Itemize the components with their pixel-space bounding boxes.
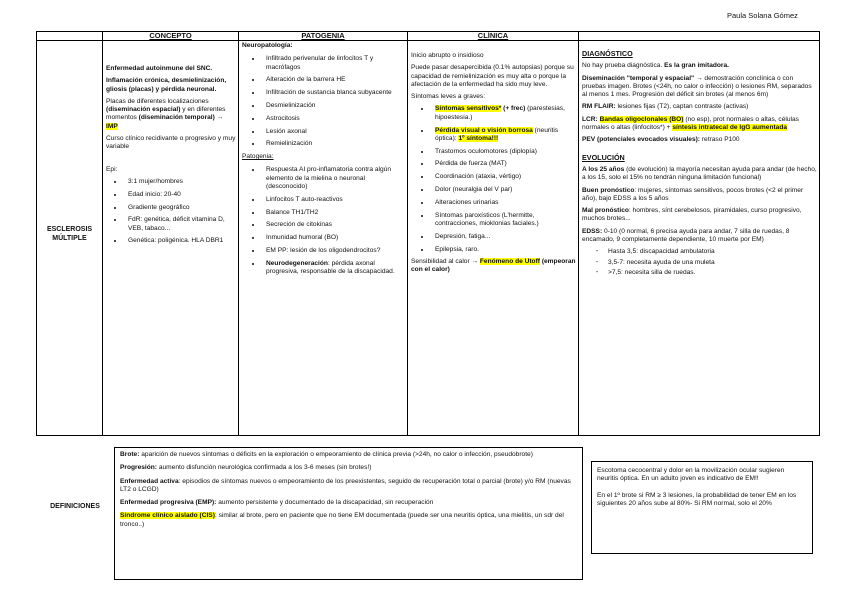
list-item: • EM PP: lesión de los oligodendrocitos? — [262, 247, 406, 255]
diag-p3: RM FLAIR: lesiones fijas (T2), captan contraste (activas) — [582, 103, 749, 111]
patogenia-column — [242, 42, 406, 281]
diagnostico-title: DIAGNÓSTICO — [582, 49, 633, 58]
list-item: • Lesión axonal — [262, 128, 406, 136]
clinica-column — [411, 52, 577, 278]
patogenia-list — [242, 166, 406, 276]
sintomas-list — [411, 105, 577, 253]
def-progresiva: Enfermedad progresiva (EMP): aumento persistente y documentado de la discapacidad, sin recuperación — [120, 499, 434, 507]
list-item: • Neurodegeneración: pérdida axonal progresiva, responsable de la discapacidad. — [262, 260, 406, 277]
list-item: • Dolor (neuralgia del V par) — [431, 186, 577, 194]
list-item: • Respuesta AI pro-inflamatoria contra algún elemento de la mielina o neuronal (desconocido) — [262, 166, 406, 191]
list-item: • Genética: poligénica. HLA DBR1 — [124, 237, 236, 245]
list-item: • Edad inicio: 20-40 — [124, 191, 236, 199]
note-2: En el 1º brote si RM ≥ 3 lesiones, la probabilidad de tener EM en los siguientes 20 años sube al 80%- Si RM normal, solo el 20% — [597, 491, 797, 507]
definiciones-label: DEFINICIONES — [50, 503, 100, 510]
clinica-p2: Puede pasar desapercibida (0.1% autopsias) porque su capacidad de remielinización es muy alta o porque la afectación de la enfermedad ha sido muy leve. — [411, 64, 574, 88]
clinica-last: Sensibilidad al calor → Fenómeno de Utoff (empeoran con el calor) — [411, 257, 576, 274]
col-divider — [578, 31, 579, 436]
evolucion-title: EVOLUCIÓN — [582, 152, 625, 162]
concepto-p4: Curso clínico recidivante o progresivo y muy variable — [106, 135, 236, 151]
list-item: • Epilepsia, raro. — [431, 246, 577, 254]
epi-title: Epi: — [106, 165, 118, 173]
list-item: • Trastornos oculomotores (diplopía) — [431, 148, 577, 156]
patogenia-title: Patogenia: — [242, 153, 274, 161]
header-patogenia: PATOGENIA — [301, 31, 345, 40]
list-item: • Gradiente geográfico — [124, 204, 236, 212]
list-item: • Alteraciones urinarias — [431, 199, 577, 207]
list-item: • Desmielinización — [262, 102, 406, 110]
clinica-p3: Síntomas leves a graves: — [411, 93, 486, 101]
definiciones-box — [114, 447, 583, 580]
def-cis: Síndrome clínico aislado (CIS): similar al brote, pero en paciente que no tiene EM documentada (puede ser una neuritis óptica, una mielitis, un sdr del tronco..) — [120, 512, 564, 528]
list-item: • Pérdida visual o visión borrosa (neuritis óptica): 1º síntoma!!! — [431, 127, 577, 144]
edss-list — [582, 248, 817, 277]
list-item: • 3:1 mujer/hombres — [124, 178, 236, 186]
row-label-line: ESCLEROSIS — [46, 226, 93, 233]
list-item: • Remielinización — [262, 140, 406, 148]
note-1: Escotoma cecocentral y dolor en la movilización ocular sugieren neuritis óptica. En un adulto joven es indicativo de EM!! — [597, 467, 785, 483]
col-divider — [238, 31, 239, 436]
author-name: Paula Solana Gómez — [727, 11, 798, 20]
header-concepto: CONCEPTO — [149, 31, 192, 40]
evo-p4: EDSS: 0-10 (0 normal, 6 precisa ayuda para andar, 7 silla de ruedas, 8 encamado, 9 completamente dependiente, 10 muerte por EM) — [582, 227, 790, 244]
list-item: • Secreción de citokinas — [262, 221, 406, 229]
list-item: • Infiltración de sustancia blanca subyacente — [262, 89, 406, 97]
diag-p1: No hay prueba diagnóstica. Es la gran imitadora. — [582, 62, 729, 70]
list-item: • Síntomas paroxísticos (L'hermitte, contracciones, mioklonias faciales.) — [431, 212, 577, 229]
list-item: • Astrocitosis — [262, 115, 406, 123]
concepto-p3: Placas de diferentes localizaciones (diseminación espacial) y en diferentes momentos (diseminación temporal) → IMP — [106, 97, 226, 130]
diag-p2: Diseminación "temporal y espacial" → demostración conclínica o con pruebas imagen. Brotes (<24h, no calor o infección) o lesiones RM, separados al menos 1 mes. Progresión del déficit sin brotes (al menos 6m) — [582, 74, 812, 99]
evo-p1: A los 25 años (de evolución) la mayoría necesitan ayuda para andar (de hecho, a los 15, solo el 15% no tendrán ninguna limitación funcional) — [582, 165, 817, 182]
notes-box — [591, 461, 813, 554]
diagnostico-column — [582, 50, 817, 282]
list-item: • Inmunidad humoral (BO) — [262, 234, 406, 242]
row-label-esclerosis — [37, 225, 102, 243]
epi-list — [106, 178, 236, 246]
concepto-p2: Inflamación crónica, desmielinización, gliosis (placas) y pérdida neuronal. — [106, 77, 227, 93]
list-item: • Linfocitos T auto-reactivos — [262, 196, 406, 204]
list-item: • FdR: genética, déficit vitamina D, VEB, tabaco... — [124, 216, 236, 233]
diag-p4: LCR: Bandas oligoclonales (BO) (no esp), prot normales o altas, células normales o altas (linfocitos*) + síntesis intratecal de IgG aumentada — [582, 115, 799, 132]
col-divider — [407, 31, 408, 436]
list-item: - 3,5-7: necesita ayuda de una muleta — [604, 259, 817, 267]
col-divider — [102, 31, 103, 436]
list-item: • Coordinación (ataxia, vértigo) — [431, 173, 577, 181]
list-item: • Alteración de la barrera HE — [262, 76, 406, 84]
neuropatologia-title: Neuropatología: — [242, 42, 293, 49]
list-item: • Infiltrado perivenular de linfocitos T y macrófagos — [262, 55, 406, 72]
imp-highlight: IMP — [106, 122, 118, 130]
row-label-line: MÚLTIPLE — [52, 235, 87, 242]
concepto-p1: Enfermedad autoinmune del SNC. — [106, 65, 213, 72]
def-brote: Brote: aparición de nuevos síntomas o déficits en la exploración o empeoramiento de clínica previa (>24h, no calor o infección, pseudobrote) — [120, 451, 533, 458]
evo-p2: Buen pronóstico: mujeres, síntomas sensitivos, pocos brotes (<2 el primer año), bajo EDSS a los 5 años — [582, 186, 804, 202]
header-divider — [36, 40, 820, 41]
list-item: • Balance TH1/TH2 — [262, 209, 406, 217]
neuropatologia-list — [242, 55, 406, 148]
clinica-p1: Inicio abrupto o insidioso — [411, 52, 484, 59]
header-clinica: CLÍNICA — [477, 31, 509, 40]
def-activa: Enfermedad activa: episodios de síntomas nuevos o empeoramiento de los preexistentes, seguido de recuperación total o parcial (brote) y/o RM (nuevas LT2 o LCGD) — [120, 477, 571, 493]
list-item: - >7,5: necesita silla de ruedas. — [604, 269, 817, 277]
list-item: • Pérdida de fuerza (MAT) — [431, 160, 577, 168]
diag-p5: PEV (potenciales evocados visuales): retraso P100 — [582, 136, 740, 144]
list-item: • Síntomas sensitivos* (+ frec) (parestesias, hipoestesia.) — [431, 105, 577, 122]
def-progresion: Progresión: aumento disfunción neurológica confirmada a los 3-6 meses (sin brotes!) — [120, 464, 372, 472]
concepto-column — [106, 65, 236, 250]
list-item: - Hasta 3,5: discapacidad ambulatoria — [604, 248, 817, 256]
list-item: • Depresión, fatiga... — [431, 233, 577, 241]
evo-p3: Mal pronóstico: hombres, sínt cerebelosos, piramidales, curso progresivo, muchos brotes... — [582, 207, 802, 223]
